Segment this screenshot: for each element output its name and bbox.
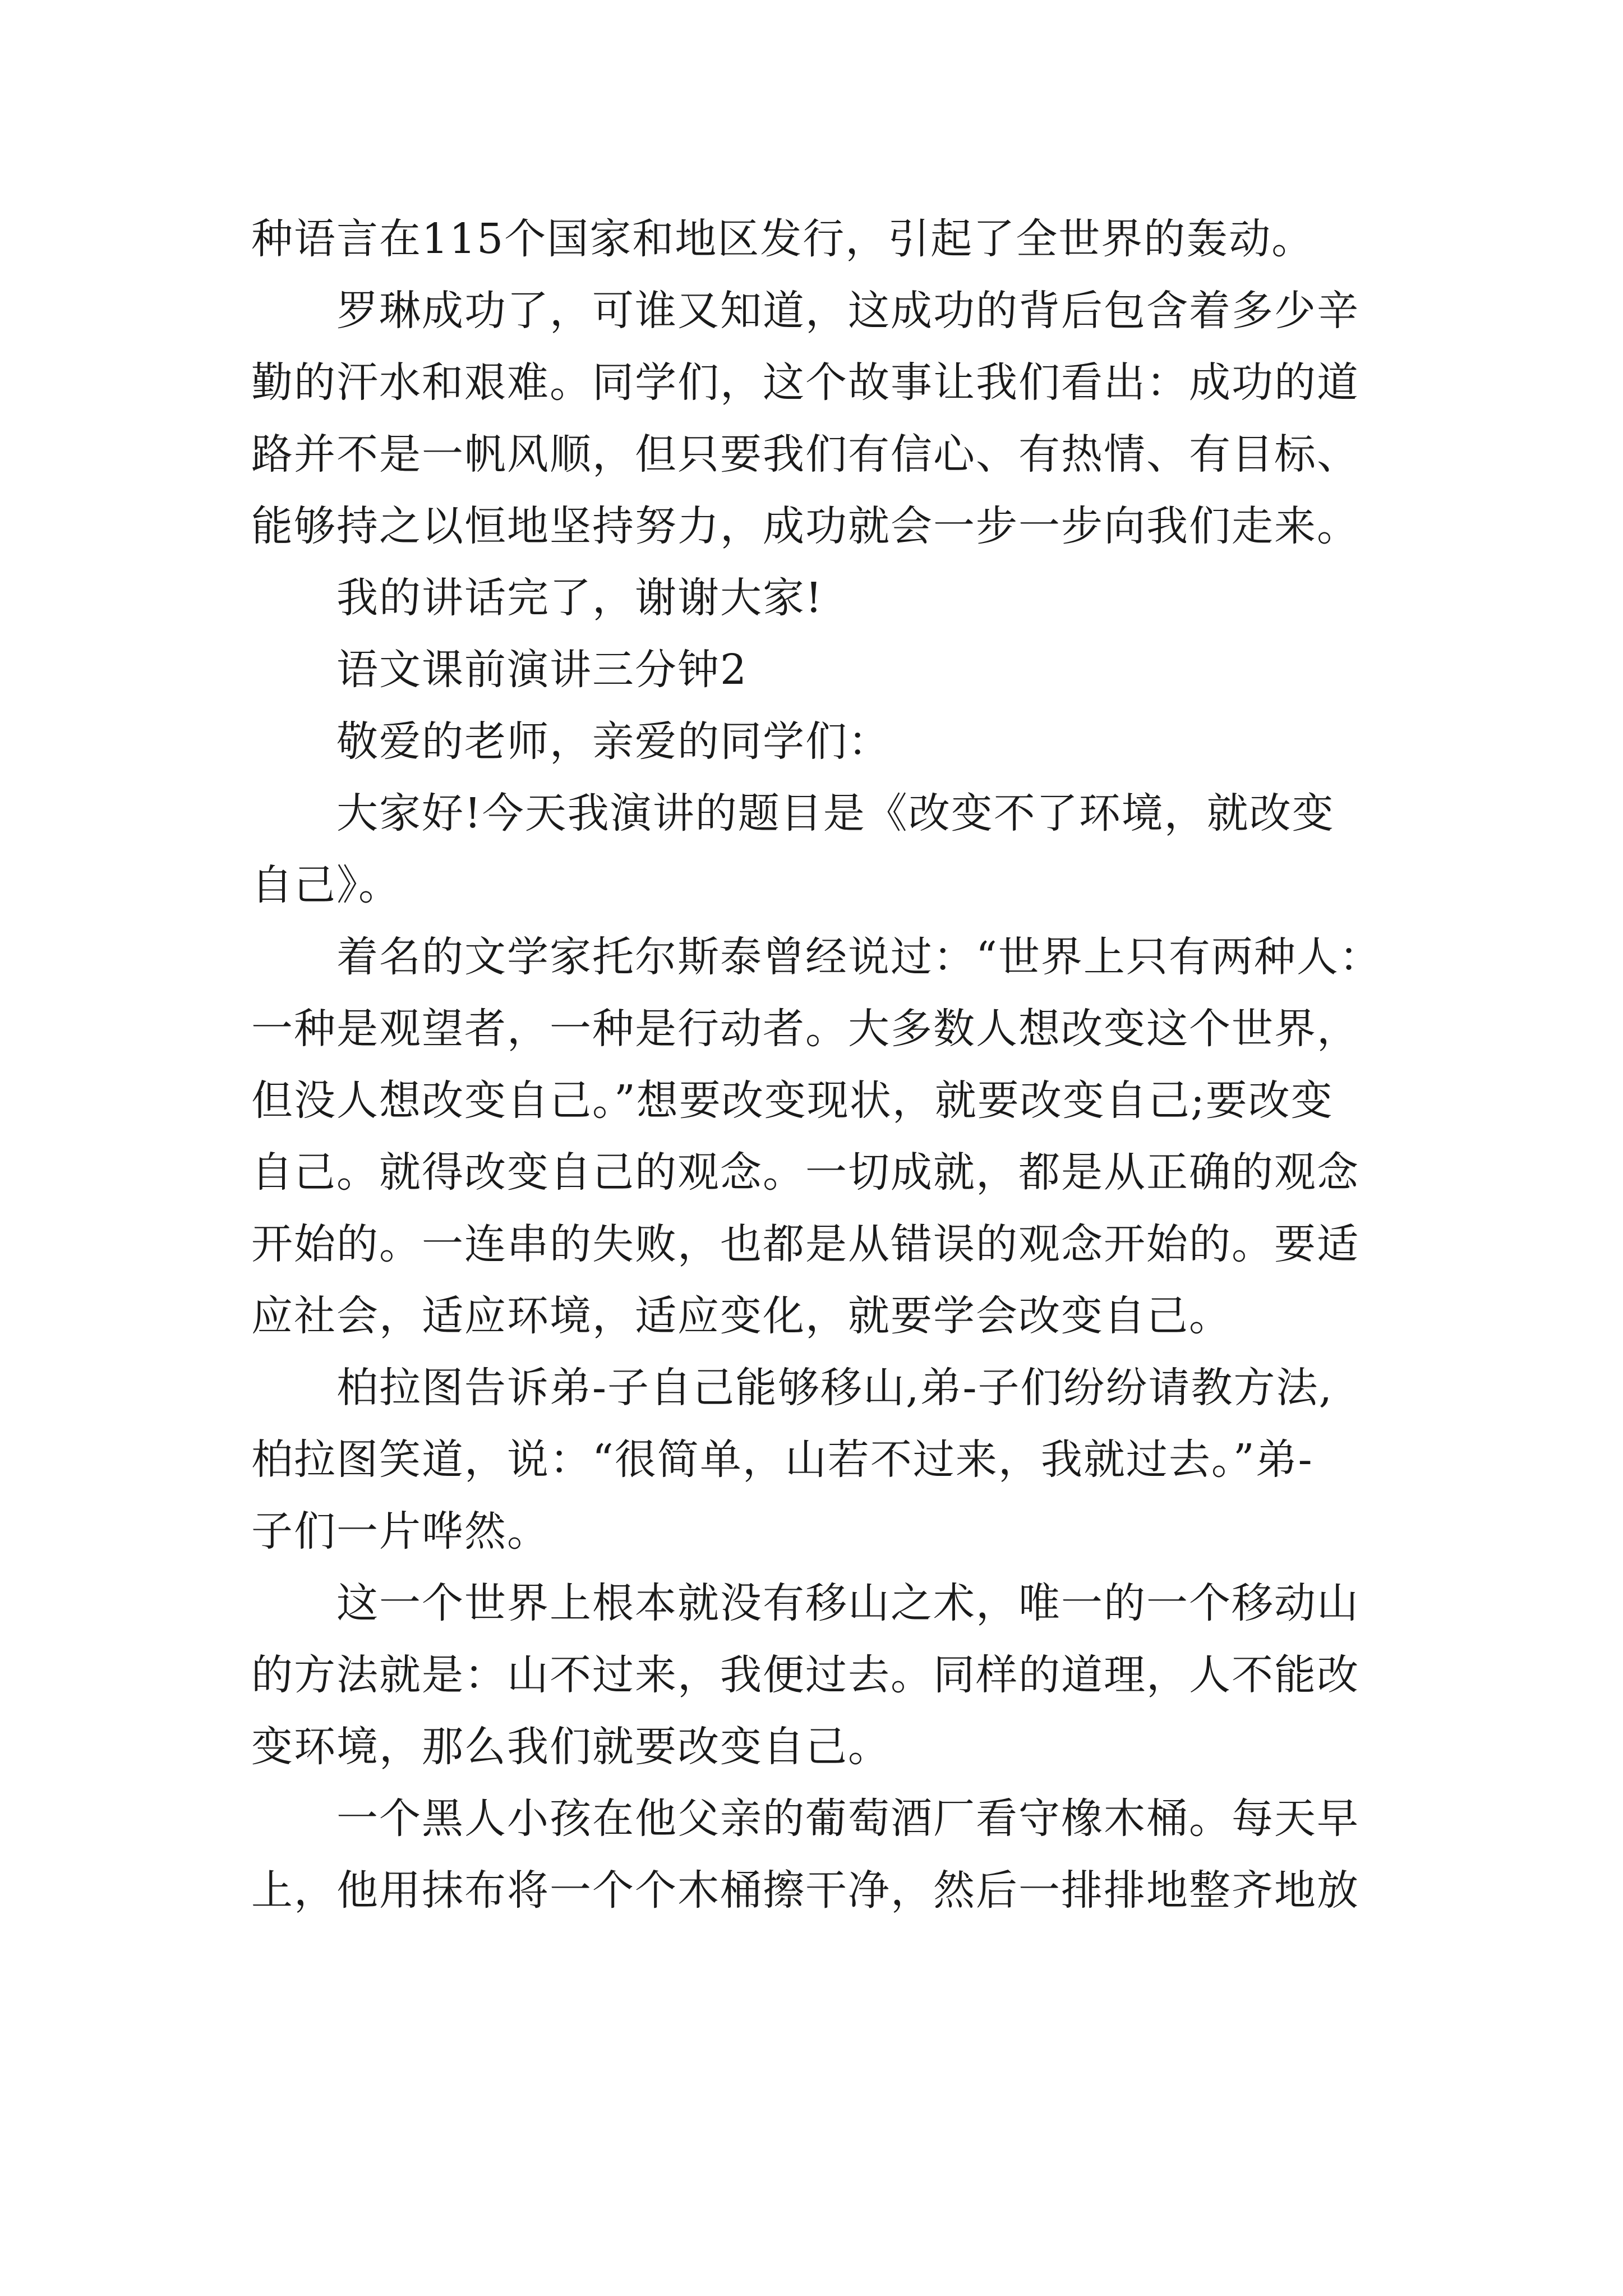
text-line: 但没人想改变自己。”想要改变现状，就要改变自己;要改变 xyxy=(251,1076,1334,1125)
text-line: 种语言在115个国家和地区发行，引起了全世界的轰动。 xyxy=(251,215,1315,263)
text-line: 一种是观望者，一种是行动者。大多数人想改变这个世界， xyxy=(251,1005,1359,1053)
paragraph-line: 着名的文学家托尔斯泰曾经说过：“世界上只有两种人： xyxy=(336,933,1382,981)
paragraph-line: 柏拉图告诉弟-子自己能够移山,弟-子们纷纷请教方法, xyxy=(336,1364,1334,1412)
text-line: 变环境，那么我们就要改变自己。 xyxy=(251,1723,891,1771)
paragraph-line: 罗琳成功了，可谁又知道，这成功的背后包含着多少辛 xyxy=(336,287,1359,335)
section-heading: 语文课前演讲三分钟2 xyxy=(336,646,748,694)
paragraph-line: 一个黑人小孩在他父亲的葡萄酒厂看守橡木桶。每天早 xyxy=(336,1795,1359,1843)
text-line: 开始的。一连串的失败，也都是从错误的观念开始的。要适 xyxy=(251,1220,1359,1268)
text-line: 的方法就是：山不过来，我便过去。同样的道理，人不能改 xyxy=(251,1651,1359,1699)
document-body xyxy=(251,203,1382,1926)
text-line: 勤的汗水和艰难。同学们，这个故事让我们看出：成功的道 xyxy=(251,358,1359,407)
text-line: 上，他用抹布将一个个木桶擦干净，然后一排排地整齐地放 xyxy=(251,1866,1359,1915)
paragraph-line: 这一个世界上根本就没有移山之术，唯一的一个移动山 xyxy=(336,1579,1359,1627)
text-line: 应社会，适应环境，适应变化，就要学会改变自己。 xyxy=(251,1292,1232,1340)
text-line: 子们一片哗然。 xyxy=(251,1507,550,1556)
text-line: 能够持之以恒地坚持努力，成功就会一步一步向我们走来。 xyxy=(251,502,1359,550)
paragraph-line: 大家好!今天我演讲的题目是《改变不了环境，就改变 xyxy=(336,789,1335,838)
greeting-line: 敬爱的老师，亲爱的同学们： xyxy=(336,717,891,766)
text-line: 柏拉图笑道，说：“很简单，山若不过来，我就过去。”弟- xyxy=(251,1435,1313,1484)
text-line: 自己》。 xyxy=(251,861,401,909)
text-line: 自己。就得改变自己的观念。一切成就，都是从正确的观念 xyxy=(251,1148,1359,1197)
paragraph-line: 我的讲话完了，谢谢大家! xyxy=(336,574,823,622)
text-line: 路并不是一帆风顺，但只要我们有信心、有热情、有目标、 xyxy=(251,430,1359,478)
